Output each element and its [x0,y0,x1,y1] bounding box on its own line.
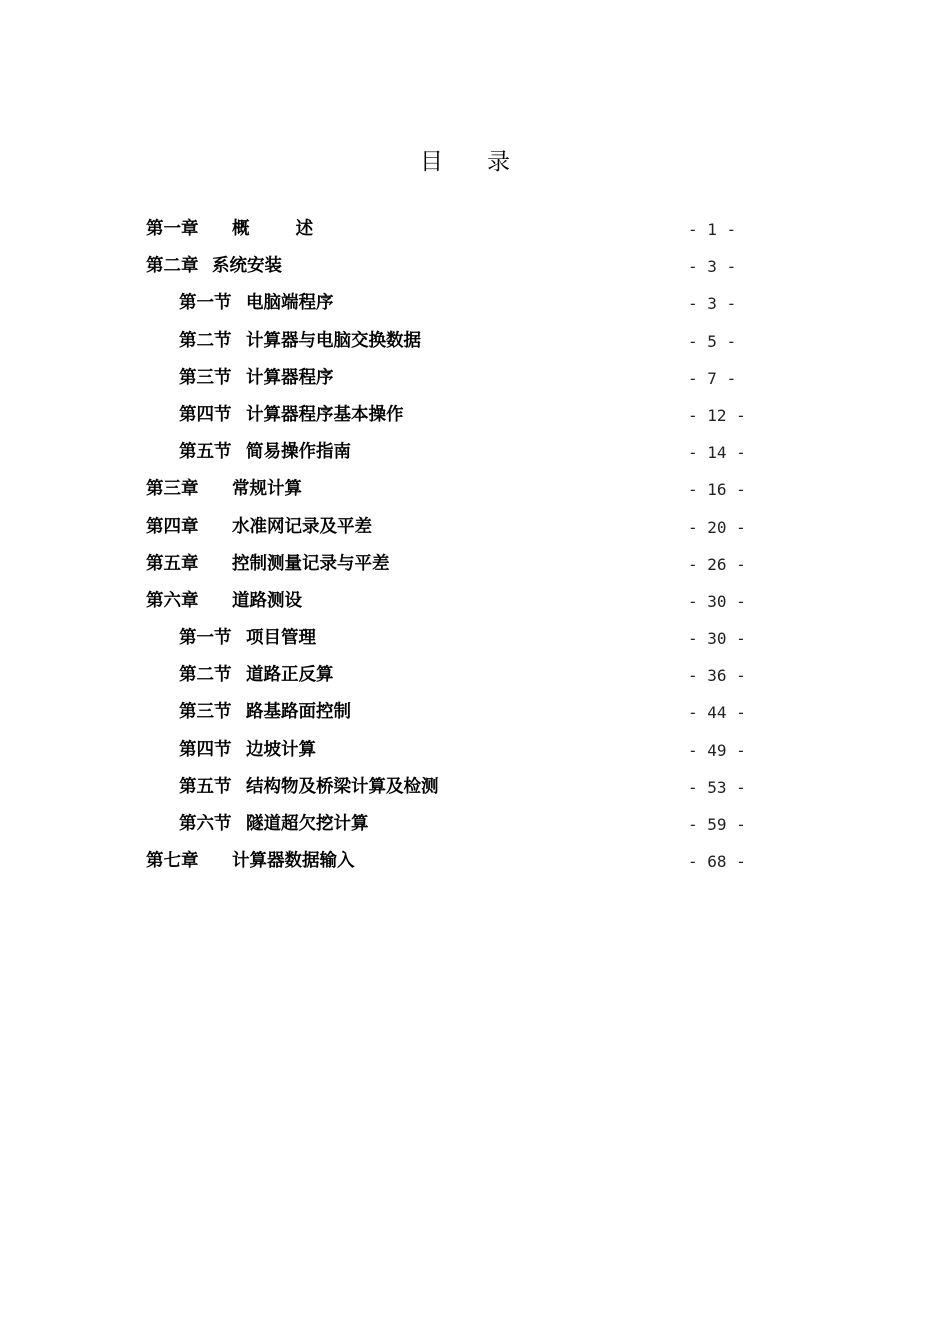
toc-entry-label [146,211,333,248]
toc-entry-text: 计算器数据输入 [232,851,355,872]
toc-entry-number: 第五节 [179,776,232,797]
toc-entry-chapter[interactable] [0,211,950,248]
toc-entry-label [146,546,390,583]
toc-entry-label [179,732,316,769]
toc-entry-number: 第四节 [179,739,232,760]
toc-entry-number: 第六节 [179,814,232,834]
toc-entry-text: 隧道超欠挖计算 [246,814,369,834]
toc-entry-label [179,657,334,694]
toc-entry-section[interactable] [0,806,950,843]
toc-entry-text: 项目管理 [246,628,316,649]
toc-entry-label [146,248,282,285]
toc-entry-label [179,694,351,731]
toc-entry-page-number: - 16 - [688,480,746,500]
toc-entry-text: 电脑端程序 [246,293,334,314]
toc-entry-page-number: - 14 - [688,443,746,463]
toc-entry-page-number: - 53 - [688,777,746,797]
toc-entry-label [179,434,351,471]
toc-entry-number: 第五节 [179,442,232,463]
toc-entry-number: 第三节 [179,367,232,388]
toc-entry-text: 计算器程序 [246,367,334,388]
toc-entry-page-number: - 3 - [688,257,737,277]
toc-entry-section[interactable] [0,732,950,769]
toc-entry-section[interactable] [0,769,950,806]
toc-entry-number: 第二节 [179,665,232,686]
toc-entry-label [179,285,334,322]
toc-entry-page-number: - 49 - [688,740,746,760]
toc-entry-page-number: - 26 - [688,554,746,574]
toc-entry-chapter[interactable] [0,509,950,546]
toc-entry-section[interactable] [0,620,950,657]
toc-entry-label [146,509,372,546]
toc-entry-text: 控制测量记录与平差 [232,553,390,574]
toc-entry-page-number: - 20 - [688,517,746,537]
toc-entry-label [179,620,316,657]
toc-entry-text: 简易操作指南 [246,442,351,463]
toc-entry-section[interactable] [0,657,950,694]
toc-entry-page-number: - 59 - [688,815,746,834]
toc-entry-text: 道路正反算 [246,665,334,686]
toc-entry-section[interactable] [0,323,950,360]
toc-title [0,143,930,176]
toc-entry-text: 计算器与电脑交换数据 [246,330,421,351]
toc-entry-number: 第一节 [179,628,232,649]
toc-entry-text: 水准网记录及平差 [232,516,372,537]
toc-title-right: 录 [487,149,510,175]
toc-entry-text: 道路测设 [232,590,302,611]
toc-entry-text: 结构物及桥梁计算及检测 [246,776,439,797]
toc-entry-text: 边坡计算 [246,739,316,760]
toc-entry-number: 第一章 [146,219,199,239]
toc-entry-label [146,843,355,880]
table-of-contents [0,211,950,880]
toc-entry-page-number: - 3 - [688,294,737,314]
toc-entry-label [179,323,421,360]
toc-entry-section[interactable] [0,397,950,434]
toc-entry-label [179,806,369,843]
toc-entry-number: 第四节 [179,404,232,425]
toc-entry-number: 第六章 [146,590,199,611]
toc-entry-number: 第五章 [146,553,199,574]
toc-entry-number: 第一节 [179,293,232,314]
toc-entry-number: 第四章 [146,516,199,537]
toc-entry-page-number: - 12 - [688,405,746,425]
toc-entry-text: 概 述 [232,219,334,239]
toc-entry-chapter[interactable] [0,248,950,285]
toc-entry-section[interactable] [0,360,950,397]
toc-entry-label [179,769,439,806]
toc-entry-text: 常规计算 [232,479,302,500]
toc-entry-chapter[interactable] [0,843,950,880]
toc-entry-label [146,471,302,508]
toc-entry-label [179,360,334,397]
toc-entry-label [179,397,404,434]
toc-title-left: 目 [420,149,443,175]
toc-entry-chapter[interactable] [0,471,950,508]
toc-entry-text: 系统安装 [212,256,282,277]
toc-entry-number: 第三章 [146,479,199,500]
toc-entry-page-number: - 5 - [688,331,737,351]
toc-entry-page-number: - 68 - [688,852,746,872]
toc-entry-label [146,583,302,620]
toc-entry-number: 第二章 [146,256,199,277]
toc-entry-chapter[interactable] [0,583,950,620]
toc-entry-page-number: - 7 - [688,368,737,388]
toc-entry-text: 路基路面控制 [246,702,351,723]
toc-entry-number: 第七章 [146,851,199,872]
toc-entry-page-number: - 44 - [688,703,746,723]
toc-entry-page-number: - 30 - [688,629,746,649]
toc-entry-page-number: - 30 - [688,591,746,611]
toc-entry-section[interactable] [0,694,950,731]
toc-entry-chapter[interactable] [0,546,950,583]
toc-entry-number: 第三节 [179,702,232,723]
toc-entry-page-number: - 36 - [688,666,746,686]
toc-entry-section[interactable] [0,434,950,471]
toc-entry-section[interactable] [0,285,950,322]
toc-entry-number: 第二节 [179,330,232,351]
toc-entry-page-number: - 1 - [688,220,737,239]
toc-entry-text: 计算器程序基本操作 [246,404,404,425]
